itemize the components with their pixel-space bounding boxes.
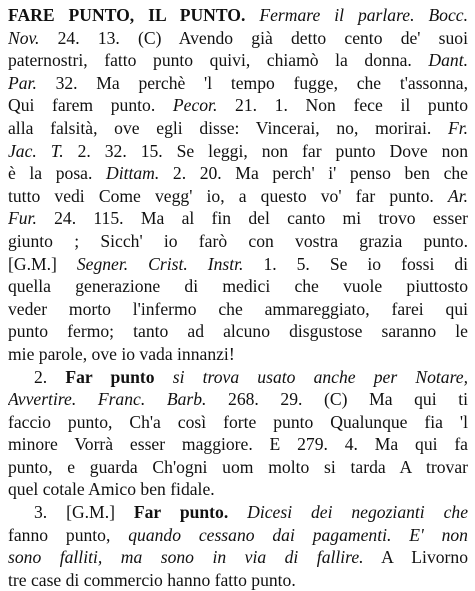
text-line: [8, 524, 468, 547]
text-segment: 1. 5. Se io fossi di: [243, 253, 468, 274]
italic-text: Fur.: [8, 208, 37, 229]
text-line: [8, 49, 468, 72]
italic-text: Dicesi dei negozianti che: [247, 502, 468, 523]
text-segment: 21. 1. Non fece il punto: [217, 95, 468, 116]
text-line: [8, 94, 468, 117]
text-segment: [G.M.]: [8, 253, 77, 274]
text-line: [8, 72, 468, 95]
italic-text: Dittam.: [106, 163, 160, 184]
text-segment: Qui farem punto.: [8, 95, 173, 116]
text-segment: tutto vedi Come vegg' io, a questo vo' far punto.: [8, 185, 448, 206]
headword: Far punto: [65, 366, 155, 387]
sense-1-paragraph: [8, 4, 468, 366]
text-segment: 2. 20. Ma perch' i' penso ben che: [159, 163, 468, 184]
text-line: [8, 27, 468, 50]
text-segment: punto, e guarda Ch'ogni uom molto si tarda A trovar: [8, 456, 468, 477]
italic-text: Fr.: [447, 117, 468, 138]
text-segment: 3. [G.M.]: [34, 502, 134, 523]
text-line: [8, 320, 468, 343]
text-segment: quel cotale Amico ben fidale.: [8, 479, 215, 500]
text-segment: 32. Ma perchè 'l tempo fugge, che t'assonna,: [36, 72, 468, 93]
text-segment: è la posa.: [8, 163, 106, 184]
italic-text: Segner. Crist. Instr.: [76, 253, 244, 274]
text-segment: punto fermo; tanto ad alcuno disgustose saranno le: [8, 321, 468, 342]
text-line: [8, 117, 468, 140]
text-segment: 2. 32. 15. Se leggi, non far punto Dove non: [63, 140, 468, 161]
text-line: [8, 230, 468, 253]
text-line: [8, 411, 468, 434]
text-line: [8, 162, 468, 185]
italic-text: Nov.: [8, 27, 40, 48]
dictionary-entry: [8, 4, 468, 591]
italic-text: quando cessano dai pagamenti. E' non: [128, 524, 468, 545]
text-segment: alla falsità, ove egli disse: Vincerai, no, morirai.: [8, 117, 448, 138]
sense-2-paragraph: [8, 366, 468, 502]
text-line: [8, 456, 468, 479]
italic-text: Fermare il parlare. Bocc.: [259, 5, 468, 25]
text-segment: A Livorno: [363, 547, 468, 568]
headword: FARE PUNTO, IL PUNTO.: [8, 5, 246, 25]
text-segment: 24. 115. Ma al fin del canto mi trovo esser: [36, 208, 468, 229]
text-segment: minore Vorrà esser maggiore. E 279. 4. Ma qui fa: [8, 434, 468, 455]
text-line: [8, 140, 468, 163]
italic-text: si trova usato anche per Notare,: [172, 366, 468, 387]
text-segment: tre case di commercio hanno fatto punto.: [8, 569, 296, 590]
italic-text: Par.: [8, 72, 37, 93]
text-line: [8, 185, 468, 208]
text-line: [8, 298, 468, 321]
text-segment: 2.: [34, 366, 66, 387]
italic-text: Dant.: [428, 50, 468, 71]
text-line: [8, 546, 468, 569]
text-segment: veder morto l'infermo che ammareggiato, farei qui: [8, 298, 468, 319]
sense-3-paragraph: [8, 501, 468, 591]
text-segment: giunto ; Sicch' io farò con vostra grazia punto.: [8, 230, 468, 251]
text-line: [8, 478, 468, 501]
text-segment: [245, 5, 259, 25]
text-segment: mie parole, ove io vada innanzi!: [8, 343, 235, 364]
italic-text: Jac. T.: [8, 140, 64, 161]
text-line: [8, 275, 468, 298]
text-segment: quella generazione di medici che vuole piuttosto: [8, 276, 468, 297]
text-line: [8, 388, 468, 411]
text-segment: paternostri, fatto punto quivi, chiamò la donna.: [8, 50, 429, 71]
text-line: [8, 4, 468, 27]
italic-text: sono falliti, ma sono in via di fallire.: [8, 547, 364, 568]
italic-text: Avvertire. Franc. Barb.: [8, 389, 207, 410]
italic-text: Pecor.: [172, 95, 218, 116]
text-segment: 24. 13. (C) Avendo già detto cento de' suoi: [39, 27, 468, 48]
headword: Far punto.: [133, 502, 229, 523]
text-line: [8, 207, 468, 230]
text-segment: [228, 502, 247, 522]
text-line: [8, 366, 468, 389]
text-segment: [155, 367, 173, 387]
text-segment: fanno punto,: [8, 524, 129, 545]
text-line: [8, 569, 468, 591]
italic-text: Ar.: [447, 185, 468, 206]
text-segment: faccio punto, Ch'a così forte punto Qualunque fia 'l: [8, 411, 468, 432]
text-segment: 268. 29. (C) Ma qui ti: [206, 389, 468, 410]
text-line: [8, 253, 468, 276]
text-line: [8, 501, 468, 524]
text-line: [8, 343, 468, 366]
text-line: [8, 433, 468, 456]
